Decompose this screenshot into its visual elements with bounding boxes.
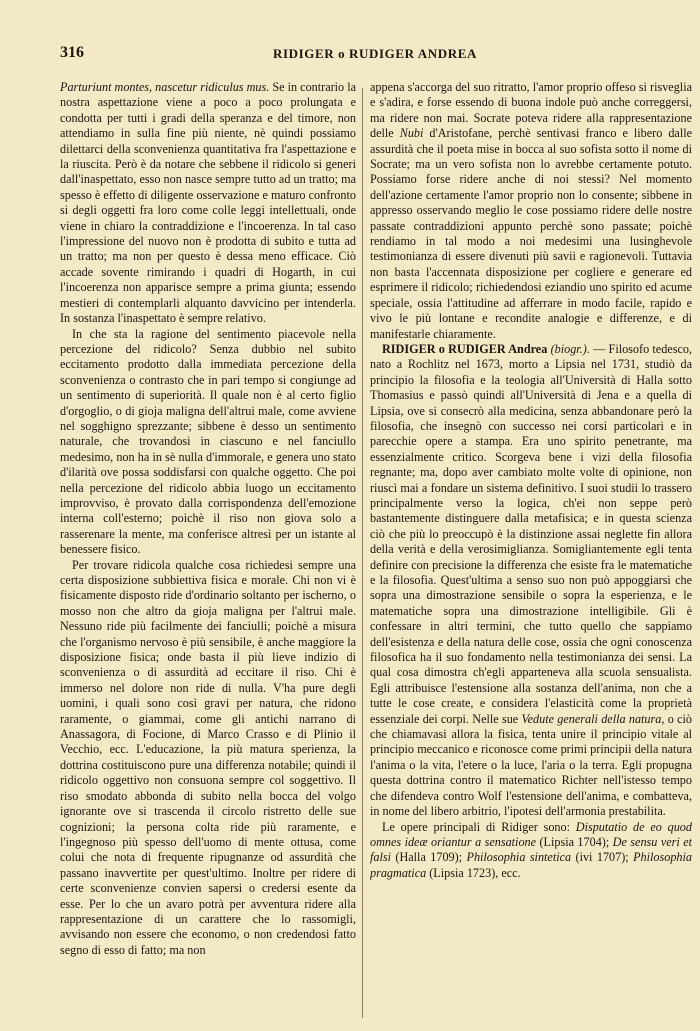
column-divider [362, 88, 363, 1018]
work-title: Philosophia pragmatica [370, 850, 692, 880]
paragraph [370, 80, 692, 342]
work-info: (Halla 1709); [391, 850, 467, 865]
paragraph-text: . — Filosofo tedesco, nato a Rochlitz nel 1673, morto a Lipsia nel 1731, studiò da principio la filosofia e la teologia all'Università di Halla sotto Thomasius e passò quindi all'Università di Jena e a quella di Lipsia, ove si consecrò alla medicina, senza abbandonare però la filosofia, che insegnò con successo nei corsi particolari e in parecchie opere a stampa. Era uno spirito penetrante, ma essenzialmente critico. Scorgeva bene i vizi della filosofia regnante; ma, dopo aver cambiato molte volte di opinione, non riuscì mai a fondare un sistema definitivo. I suoi studii lo trassero principalmente verso la logica, ch'ei non seppe però bastantemente distinguere dalla metafisica; e in questa scienza ciò che più lo preoccupò è la distinzione assai neglette fin allora della verità e della verosimiglianza. Somigliantemente egli tenta definire con precisione la differenza che esiste fra le matematiche e la filosofia. Quest'ultima a senso suo non può appoggiarsi che sopra una dimostrazione sensibile o sopra la esperienza, e le matematiche sopra una dimostrazione intelligibile. Gli è confessare in altri termini, che tutto quello che sappiamo dell'esistenza e della natura delle cose, ossia che ogni conoscenza filosofica ha il suo fondamento nella testimonianza dei sensi. La qual cosa dimostra ch'egli apparteneva alla scuola sensualista. Egli attribuisce l'estensione alla sostanza dell'anima, non che a tutte le cose create, e considera l'elasticità come la proprietà essenziale dei corpi. Nelle sue [370, 341, 692, 726]
paragraph [60, 80, 356, 327]
work-info: (Lipsia 1723), ecc. [426, 865, 521, 880]
left-column [60, 80, 356, 1020]
paragraph-text: Se in contrario la nostra aspettazione viene a poco a poco prolungata e condotta per tutti i gradi della speranza e del timore, non attendiamo in sulla fine più niente, nè quindi possiamo dilettarci della sconvenienza quantitativa fra l'aspettazione e la riuscita. Però è da notare che sebbene il ridicolo si generi dall'inaspettato, esso non nasce sempre tutto ad un tratto; ma spesso è effetto di diligente osservazione e maturo confronto si degli oggetti fra loro come colle leggi intellettuali, onde viene in chiaro la contraddizione e l'incoerenza. In tal caso l'impressione del nuovo non è prodotta di subito e tutta ad un tratto; ma non per questo è dessa meno efficace. Ciò accade sovente rimirando i quadri di Hogarth, in cui l'incoerenza non apparisce sempre a prima giunta; essendo mestieri di contemplarli alquanto davvicino per intenderla. In sostanza l'inaspettato è sempre relativo. [60, 80, 356, 326]
paragraph-text: , o ciò che chiamavasi allora la fisica, tenta unire il principio vitale al principio meccanico e riconosce come primi principii della natura l'anima o la vita, l'etere o la luce, l'aria o la terra. Egli propugna questa dottrina contro il matematico Richter nell'istesso tempo che difendeva contro Wolf l'estensione dell'anima, e combatteva, in nome del libero arbitrio, l'ipotesi dell'armonia prestabilita. [370, 711, 692, 819]
work-title: Philosophia sintetica [466, 850, 572, 865]
right-column [370, 80, 692, 1020]
paragraph: In che sta la ragione del sentimento piacevole nella percezione del ridicolo? Senza dubbio nel subito eccitamento prodotto dalla immediata percezione della sconvenienza o contrasto che in pari tempo si congiunge ad un sentimento di superiorità. Il quale non è al certo figlio d'orgoglio, o di gioja maligna dell'altrui male, come avviene nel sogghigno sprezzante; sibbene è desso un sentimento naturale, che trovandosi in ciascuno e nel fanciullo medesimo, non ha in sè nulla d'immorale, e genera uno stato d'ilarità ove possa soddisfarsi con qualche oggetto. Che poi nella percezione del ridicolo abbia luogo un eccitamento improvviso, è provato dalla corrispondenza dell'emozione interna coll'esterno; poichè il riso non giova solo a rasserenare la mente, ma conferisce altresì per un istante al benessere fisico. [60, 326, 356, 557]
entry-headword: RIDIGER o RUDIGER Andrea [382, 341, 548, 356]
entry-category: (biogr.) [550, 341, 587, 356]
work-info: (ivi 1707); [571, 850, 634, 865]
running-title: RIDIGER o RUDIGER ANDREA [272, 46, 477, 61]
work-title: Nubi [399, 126, 424, 141]
paragraph-text: d'Aristofane, perchè sentivasi franco e libero dalle assurdità che il poeta mise in bocca al suo sofista sotto il nome di Socrate; ma un vero sofista non lo avrebbe certamente potuto. Possiamo forse ridere anche di noi stessi? Nel momento dell'azione certamente l'amor proprio non lo consente; sibbene in appresso osservando meglio le cose possiamo ridere delle nostre passate contraddizioni appunto perchè sono passate; poichè rendiamo in tal modo a noi medesimi una lusinghevole testimonianza di essere divenuti più savii e ragionevoli. Tuttavia non basta l'accennata disposizione per cogliere e generare ed esprimere il ridicolo; richiedendosi eziandio uno spirito ed acume speciale, ossia l'attitudine ad afferrare in modo facile, rapido e vivo le più lontane e recondite analogie e differenze, e di manifestarle chiaramente. [370, 126, 692, 341]
work-info: (Lipsia 1704); [536, 834, 613, 849]
page-header [60, 44, 690, 68]
works-paragraph [370, 820, 692, 882]
paragraph-text: Le opere principali di Ridiger sono: [382, 819, 576, 834]
work-title: Vedute generali della natura [521, 711, 662, 726]
page-number: 316 [60, 44, 84, 61]
latin-quote: Parturiunt montes, nascetur ridiculus mus. [60, 80, 270, 94]
paragraph: Per trovare ridicola qualche cosa richiedesi sempre una certa disposizione subbiettiva fisica e morale. Chi non vi è fisicamente disposto ride d'ordinario soltanto per ischerno, o mosso non che altro da gioja maligna per l'altrui male. Nessuno ride più facilmente dei fanciulli; poichè a misura che l'organismo nervoso è più sensibile, è anche maggiore la disposizione fisica; onde basta il più lieve indizio di sconvenienza o di assurdità ad eccitare il riso. Chi è immerso nel dolore non ride di nulla. V'ha pure degli uomini, i quali sono così gravi per natura, che ridono raramente, o giammai, come gli antichi narrano di Anassagora, di Focione, di Marco Crasso e di Plinio il Vecchio, ecc. L'educazione, la più matura sperienza, la dottrina costituiscono pure una differenza notabile; quindi il ridicolo oggettivo non consuona sempre col soggettivo. Il riso smodato abbonda di subito nella bocca del volgo ignorante ove si trascenda il circolo ristretto delle sue cognizioni; la persona colta ride più raramente, e l'ingegnoso più spesso dell'uomo di mente ottusa, come colui che nota di frequente ripugnanze od assurdità che passano inavvertite per quest'ultimo. Inoltre per ridere di certe sconvenienze convien sapersi o credersi esente da esse. Per lo che un avaro potrà per avventura ridere alla rappresentazione di un carattere che lo rassomigli, avvisando non essere che economo, o non credendosi fatto segno di esso di fatto; ma non [60, 557, 356, 957]
work-title: De sensu veri et falsi [370, 834, 692, 865]
encyclopedia-entry [370, 342, 692, 820]
work-title: Disputatio de eo quod omnes ideæ oriantur a sensatione [370, 819, 692, 849]
paragraph-text: appena s'accorga del suo ritratto, l'amor proprio offeso si risveglia e s'adira, e forse essendo di buona indole può anche correggersi, ma ridere non mai. Socrate poteva ridere alla rappresentazione delle [370, 80, 692, 141]
